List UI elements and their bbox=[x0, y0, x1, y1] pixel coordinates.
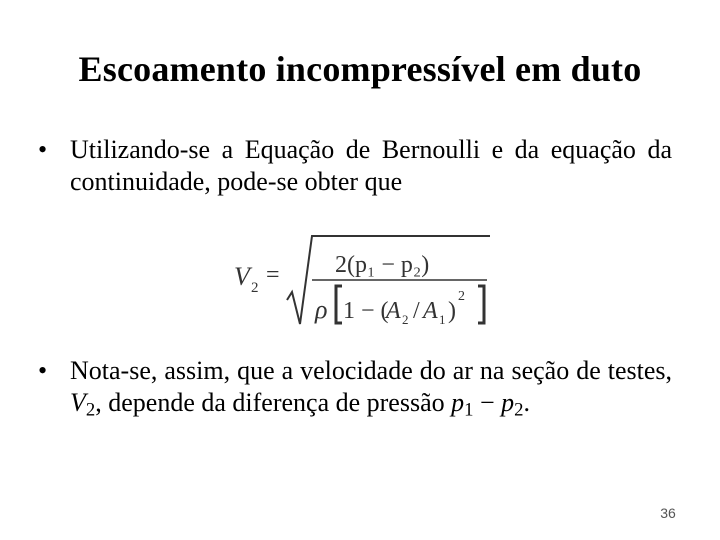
formula-close-paren: ) bbox=[448, 298, 456, 324]
bullet-point-icon: • bbox=[38, 356, 48, 385]
velocity-symbol: V bbox=[70, 387, 86, 417]
formula-exponent: 2 bbox=[458, 289, 465, 304]
bullet2-part2: , depende da diferença de pressão bbox=[95, 387, 452, 417]
slide-title: Escoamento incompressível em duto bbox=[78, 49, 642, 89]
bullet-conclusion bbox=[38, 355, 672, 422]
formula-numerator: 2(p₁ − p₂) bbox=[335, 252, 430, 278]
page-number: 36 bbox=[660, 505, 676, 521]
pressure2-symbol: p bbox=[501, 387, 515, 417]
formula-equals: = bbox=[266, 262, 280, 288]
formula-slash: / bbox=[413, 298, 420, 324]
left-bracket bbox=[336, 286, 342, 323]
minus-sign: − bbox=[473, 387, 502, 417]
formula-area-num-sub: 2 bbox=[402, 312, 409, 327]
right-bracket bbox=[478, 286, 484, 323]
bullet-bernoulli bbox=[38, 134, 672, 197]
pressure1-subscript: 1 bbox=[464, 399, 474, 421]
formula-lhs-symbol: V bbox=[234, 262, 250, 291]
velocity-formula bbox=[232, 226, 512, 336]
pressure2-subscript: 2 bbox=[514, 399, 524, 421]
formula-one-minus: 1 − ( bbox=[343, 298, 389, 324]
velocity-subscript: 2 bbox=[85, 399, 96, 421]
formula-area-den-sub: 1 bbox=[439, 312, 446, 327]
bullet2-part1: Nota-se, assim, que a velocidade do ar na seção de testes, bbox=[70, 356, 672, 385]
sentence-end: . bbox=[523, 387, 531, 417]
pressure1-symbol: p bbox=[451, 387, 465, 417]
formula-area-num: A bbox=[386, 298, 401, 324]
bullet-text bbox=[70, 355, 672, 422]
formula-lhs-sub: 2 bbox=[251, 280, 259, 296]
bullet-point-icon: • bbox=[38, 135, 48, 164]
bullet-text: Utilizando-se a Equação de Bernoulli e da equação da continuidade, pode-se obter que bbox=[70, 135, 672, 196]
formula-area-den: A bbox=[423, 298, 438, 324]
formula-rho: ρ bbox=[315, 295, 328, 324]
